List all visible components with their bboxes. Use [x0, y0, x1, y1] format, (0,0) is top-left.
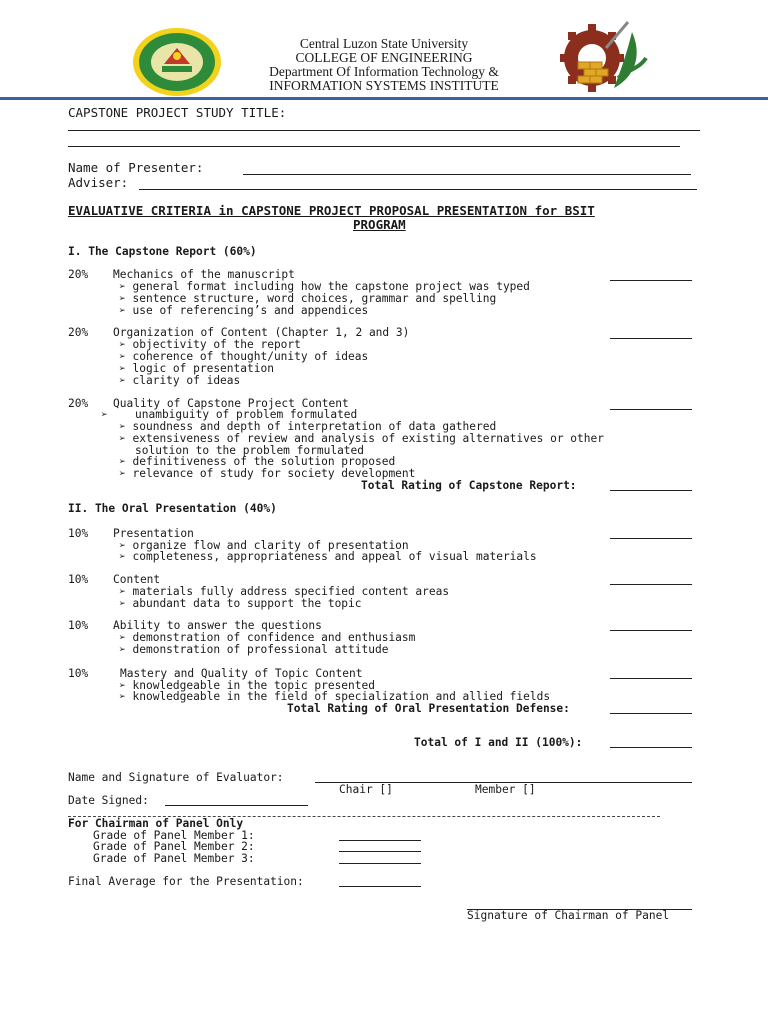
bullet-arrow-icon: ➢ — [119, 467, 126, 480]
section-1-total-label: Total Rating of Capstone Report: — [361, 479, 577, 492]
bullet-arrow-icon: ➢ — [119, 362, 126, 375]
bullet-text-cont: solution to the problem formulated — [135, 444, 365, 457]
bullet-arrow-icon: ➢ — [119, 597, 126, 610]
section-2-total-label: Total Rating of Oral Presentation Defense: — [287, 702, 570, 715]
rating-field[interactable] — [610, 630, 692, 631]
study-title-line-1[interactable] — [68, 130, 700, 131]
bullet-arrow-icon: ➢ — [119, 679, 126, 692]
item-percent: 20% — [68, 268, 89, 281]
bullet-arrow-icon: ➢ — [119, 420, 126, 433]
bullet-arrow-icon: ➢ — [119, 631, 126, 644]
bullet-text: knowledgeable in the field of specialization and allied fields — [132, 690, 551, 703]
bullet-text: coherence of thought/unity of ideas — [132, 350, 369, 363]
bullet-arrow-icon: ➢ — [119, 550, 126, 563]
bullet-text: knowledgeable in the topic presented — [132, 679, 375, 692]
bullet-arrow-icon: ➢ — [119, 585, 126, 598]
grand-total-field[interactable] — [610, 747, 692, 748]
presenter-field[interactable] — [243, 174, 691, 175]
rating-field[interactable] — [610, 678, 692, 679]
final-average-label: Final Average for the Presentation: — [68, 875, 304, 888]
item-percent: 10% — [68, 527, 89, 540]
chairman-signature-label: Signature of Chairman of Panel — [467, 909, 670, 922]
bullet-arrow-icon: ➢ — [119, 292, 126, 305]
header-department: Department Of Information Technology & — [269, 64, 499, 79]
item-percent: 10% — [68, 573, 89, 586]
bullet-text: organize flow and clarity of presentation — [132, 539, 409, 552]
bullet-text: sentence structure, word choices, grammar and spelling — [132, 292, 497, 305]
adviser-field[interactable] — [139, 189, 697, 190]
bullet-arrow-icon: ➢ — [119, 690, 126, 703]
bullet-text: clarity of ideas — [132, 374, 241, 387]
item-label: Presentation — [113, 527, 194, 540]
bullet-text: general format including how the capstone project was typed — [132, 280, 530, 293]
header-divider — [0, 97, 768, 100]
presenter-label: Name of Presenter: — [68, 160, 204, 175]
item-percent: 10% — [68, 667, 89, 680]
final-average-field[interactable] — [339, 886, 421, 887]
bullet-text: unambiguity of problem formulated — [135, 408, 358, 421]
item-percent: 10% — [68, 619, 89, 632]
bullet-arrow-icon: ➢ — [119, 539, 126, 552]
bullet-text: extensiveness of review and analysis of existing alternatives or other — [132, 432, 604, 445]
bullet-arrow-icon: ➢ — [119, 304, 126, 317]
bullet-arrow-icon: ➢ — [119, 643, 126, 656]
bullet-text: demonstration of professional attitude — [132, 643, 389, 656]
rating-field[interactable] — [610, 584, 692, 585]
evaluator-label: Name and Signature of Evaluator: — [68, 771, 284, 784]
bullet-text: definitiveness of the solution proposed — [132, 455, 396, 468]
rating-field[interactable] — [610, 538, 692, 539]
engineering-gear-logo — [558, 18, 650, 98]
panel-grade-label: Grade of Panel Member 2: — [93, 840, 255, 853]
bullet-arrow-icon: ➢ — [101, 408, 108, 421]
item-label: Mastery and Quality of Topic Content — [120, 667, 363, 680]
item-label: Organization of Content (Chapter 1, 2 and 3) — [113, 326, 410, 339]
chairman-heading: For Chairman of Panel Only — [68, 817, 244, 830]
item-label: Quality of Capstone Project Content — [113, 397, 349, 410]
bullet-text: completeness, appropriateness and appeal of visual materials — [132, 550, 537, 563]
bullet-text: soundness and depth of interpretation of data gathered — [132, 420, 497, 433]
rating-field[interactable] — [610, 338, 692, 339]
bullet-text: demonstration of confidence and enthusiasm — [132, 631, 416, 644]
adviser-label: Adviser: — [68, 175, 129, 190]
header-college: COLLEGE OF ENGINEERING — [295, 50, 473, 65]
section-1-total-field[interactable] — [610, 490, 692, 491]
section-2-total-field[interactable] — [610, 713, 692, 714]
bullet-arrow-icon: ➢ — [119, 374, 126, 387]
header-institute: INFORMATION SYSTEMS INSTITUTE — [269, 78, 499, 93]
chair-checkbox[interactable]: Chair [] — [339, 783, 393, 796]
bullet-text: logic of presentation — [132, 362, 274, 375]
panel-grade-label: Grade of Panel Member 1: — [93, 829, 255, 842]
item-label: Ability to answer the questions — [113, 619, 322, 632]
panel-grade-field[interactable] — [339, 840, 421, 841]
bullet-text: use of referencing’s and appendices — [132, 304, 369, 317]
date-signed-label: Date Signed: — [68, 794, 149, 807]
bullet-arrow-icon: ➢ — [119, 338, 126, 351]
item-label: Mechanics of the manuscript — [113, 268, 295, 281]
bullet-arrow-icon: ➢ — [119, 280, 126, 293]
date-signed-field[interactable] — [165, 805, 308, 806]
item-percent: 20% — [68, 397, 89, 410]
criteria-title: EVALUATIVE CRITERIA in CAPSTONE PROJECT PROPOSAL PRESENTATION for BSIT — [68, 203, 595, 218]
item-label: Content — [113, 573, 161, 586]
bullet-arrow-icon: ➢ — [119, 455, 126, 468]
bullet-text: objectivity of the report — [132, 338, 301, 351]
grand-total-label: Total of I and II (100%): — [414, 736, 583, 749]
bullet-text: materials fully address specified content areas — [132, 585, 450, 598]
bullet-text: relevance of study for society development — [132, 467, 416, 480]
study-title-line-2[interactable] — [68, 146, 680, 147]
bullet-arrow-icon: ➢ — [119, 432, 126, 445]
item-percent: 20% — [68, 326, 89, 339]
university-seal-logo — [132, 26, 222, 98]
rating-field[interactable] — [610, 280, 692, 281]
section-2-heading: II. The Oral Presentation (40%) — [68, 502, 277, 515]
section-1-heading: I. The Capstone Report (60%) — [68, 245, 257, 258]
rating-field[interactable] — [610, 409, 692, 410]
criteria-title-cont: PROGRAM — [353, 217, 406, 232]
bullet-arrow-icon: ➢ — [119, 350, 126, 363]
bullet-text: abundant data to support the topic — [132, 597, 362, 610]
member-checkbox[interactable]: Member [] — [475, 783, 536, 796]
header-university: Central Luzon State University — [299, 36, 469, 51]
panel-grade-field[interactable] — [339, 851, 421, 852]
study-title-label: CAPSTONE PROJECT STUDY TITLE: — [68, 105, 287, 120]
panel-grade-field[interactable] — [339, 863, 421, 864]
panel-grade-label: Grade of Panel Member 3: — [93, 852, 255, 865]
